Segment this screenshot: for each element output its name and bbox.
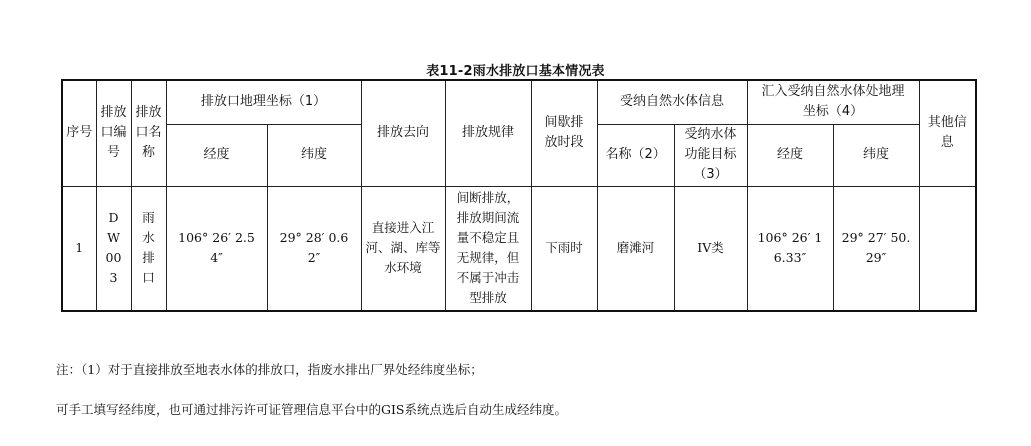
footnote-1: 注：（1）对于直接排放至地表水体的排放口，指废水排出厂界处经纬度坐标； xyxy=(56,362,483,377)
cell-lat: 29° 28′ 0.62″ xyxy=(267,186,361,311)
header-direction: 排放去向 xyxy=(361,80,445,186)
header-coord: 排放口地理坐标（1） xyxy=(166,80,361,124)
header-code: 排放口编号 xyxy=(96,80,131,186)
header-recv-target: 受纳水体功能目标（3） xyxy=(674,124,747,186)
header-other: 其他信息 xyxy=(919,80,976,186)
header-recv-name: 名称（2） xyxy=(597,124,674,186)
table-title: 表11-2雨水排放口基本情况表 xyxy=(426,64,605,79)
outfall-table xyxy=(61,79,977,312)
cell-recv-name: 磨滩河 xyxy=(597,186,674,311)
header-inflow: 汇入受纳自然水体处地理坐标（4） xyxy=(747,80,919,124)
header-inflow-lat: 纬度 xyxy=(833,124,919,186)
cell-inflow-lat: 29° 27′ 50.29″ xyxy=(833,186,919,311)
cell-code: DW003 xyxy=(96,186,131,311)
cell-name: 雨水排口 xyxy=(131,186,166,311)
cell-other xyxy=(919,186,976,311)
header-inflow-lon: 经度 xyxy=(747,124,833,186)
header-intermittent: 间歇排放时段 xyxy=(531,80,597,186)
cell-seq: 1 xyxy=(62,186,96,311)
cell-recv-target: IV类 xyxy=(674,186,747,311)
header-name: 排放口名称 xyxy=(131,80,166,186)
header-seq: 序号 xyxy=(62,80,96,186)
cell-rule: 间断排放，排放期间流量不稳定且无规律，但不属于冲击型排放 xyxy=(445,186,531,311)
header-lon: 经度 xyxy=(166,124,267,186)
cell-direction: 直接进入江河、湖、库等水环境 xyxy=(361,186,445,311)
header-receiving: 受纳自然水体信息 xyxy=(597,80,747,124)
cell-inflow-lon: 106° 26′ 16.33″ xyxy=(747,186,833,311)
header-rule: 排放规律 xyxy=(445,80,531,186)
table-row xyxy=(62,186,976,311)
header-lat: 纬度 xyxy=(267,124,361,186)
cell-intermittent: 下雨时 xyxy=(531,186,597,311)
footnote-2: 可手工填写经纬度，也可通过排污许可证管理信息平台中的GIS系统点选后自动生成经纬度。 xyxy=(56,402,567,417)
cell-lon: 106° 26′ 2.54″ xyxy=(166,186,267,311)
